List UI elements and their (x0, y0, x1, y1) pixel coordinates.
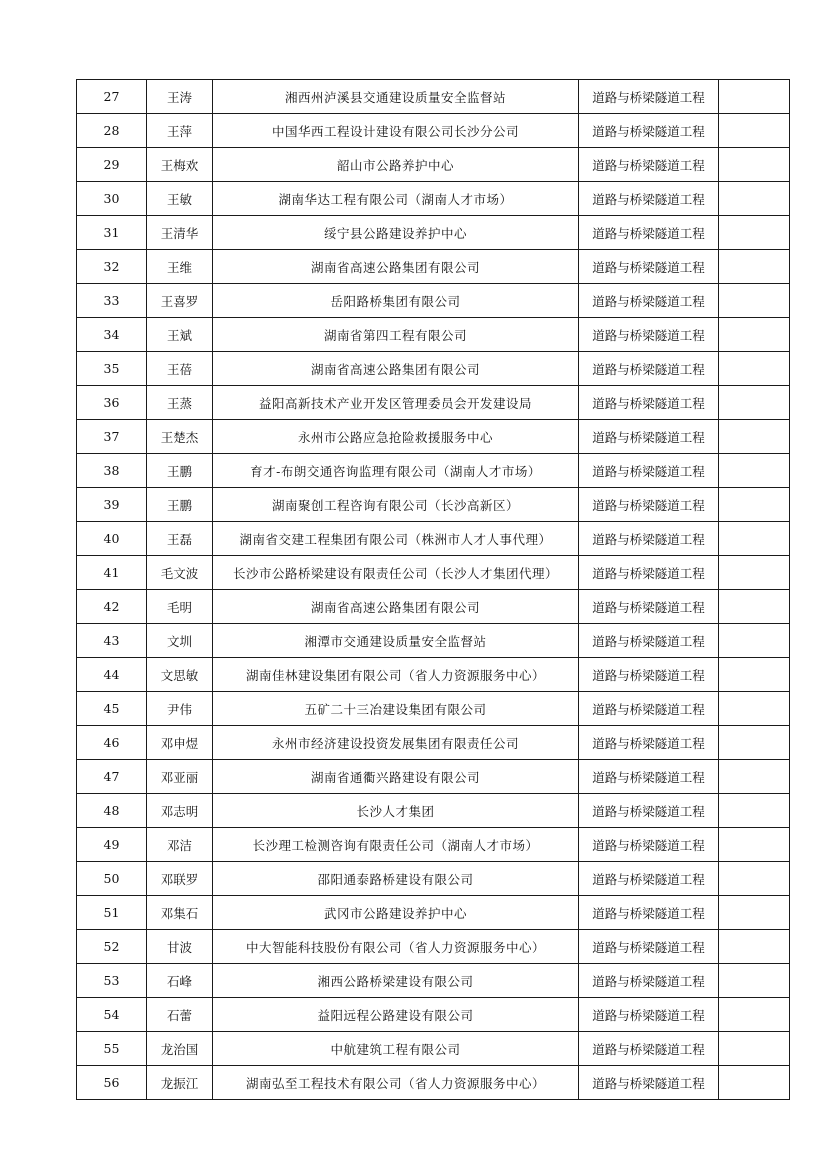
person-name: 邓亚丽 (147, 760, 213, 794)
specialty: 道路与桥梁隧道工程 (579, 284, 719, 318)
specialty: 道路与桥梁隧道工程 (579, 148, 719, 182)
remark-cell (719, 726, 790, 760)
row-number: 28 (77, 114, 147, 148)
row-number: 38 (77, 454, 147, 488)
person-name: 王楚杰 (147, 420, 213, 454)
specialty: 道路与桥梁隧道工程 (579, 352, 719, 386)
work-unit: 湘西公路桥梁建设有限公司 (213, 964, 579, 998)
specialty: 道路与桥梁隧道工程 (579, 250, 719, 284)
remark-cell (719, 284, 790, 318)
work-unit: 湖南省高速公路集团有限公司 (213, 250, 579, 284)
remark-cell (719, 590, 790, 624)
work-unit: 中航建筑工程有限公司 (213, 1032, 579, 1066)
work-unit: 湖南省第四工程有限公司 (213, 318, 579, 352)
remark-cell (719, 658, 790, 692)
row-number: 39 (77, 488, 147, 522)
specialty: 道路与桥梁隧道工程 (579, 624, 719, 658)
person-name: 邓集石 (147, 896, 213, 930)
row-number: 48 (77, 794, 147, 828)
work-unit: 益阳高新技术产业开发区管理委员会开发建设局 (213, 386, 579, 420)
remark-cell (719, 250, 790, 284)
person-name: 王涛 (147, 80, 213, 114)
table-row (77, 250, 790, 284)
work-unit: 永州市公路应急抢险救援服务中心 (213, 420, 579, 454)
row-number: 31 (77, 216, 147, 250)
specialty: 道路与桥梁隧道工程 (579, 318, 719, 352)
work-unit: 湖南聚创工程咨询有限公司（长沙高新区） (213, 488, 579, 522)
row-number: 37 (77, 420, 147, 454)
person-name: 文圳 (147, 624, 213, 658)
table-row (77, 726, 790, 760)
remark-cell (719, 624, 790, 658)
work-unit: 邵阳通泰路桥建设有限公司 (213, 862, 579, 896)
work-unit: 长沙理工检测咨询有限责任公司（湖南人才市场） (213, 828, 579, 862)
table-row (77, 1032, 790, 1066)
person-name: 王萍 (147, 114, 213, 148)
table-row (77, 148, 790, 182)
remark-cell (719, 862, 790, 896)
row-number: 50 (77, 862, 147, 896)
specialty: 道路与桥梁隧道工程 (579, 692, 719, 726)
specialty: 道路与桥梁隧道工程 (579, 386, 719, 420)
row-number: 53 (77, 964, 147, 998)
specialty: 道路与桥梁隧道工程 (579, 998, 719, 1032)
specialty: 道路与桥梁隧道工程 (579, 930, 719, 964)
table-row (77, 998, 790, 1032)
person-name: 尹伟 (147, 692, 213, 726)
table-row (77, 114, 790, 148)
row-number: 34 (77, 318, 147, 352)
remark-cell (719, 998, 790, 1032)
row-number: 54 (77, 998, 147, 1032)
table-row (77, 182, 790, 216)
work-unit: 岳阳路桥集团有限公司 (213, 284, 579, 318)
specialty: 道路与桥梁隧道工程 (579, 828, 719, 862)
row-number: 35 (77, 352, 147, 386)
person-name: 王梅欢 (147, 148, 213, 182)
specialty: 道路与桥梁隧道工程 (579, 760, 719, 794)
specialty: 道路与桥梁隧道工程 (579, 1066, 719, 1100)
person-name: 王蒸 (147, 386, 213, 420)
person-name: 王蓓 (147, 352, 213, 386)
work-unit: 中国华西工程设计建设有限公司长沙分公司 (213, 114, 579, 148)
specialty: 道路与桥梁隧道工程 (579, 862, 719, 896)
table-row (77, 318, 790, 352)
table-row (77, 352, 790, 386)
work-unit: 湖南佳林建设集团有限公司（省人力资源服务中心） (213, 658, 579, 692)
work-unit: 绥宁县公路建设养护中心 (213, 216, 579, 250)
row-number: 43 (77, 624, 147, 658)
person-name: 毛文波 (147, 556, 213, 590)
table-row (77, 216, 790, 250)
table-row (77, 760, 790, 794)
row-number: 47 (77, 760, 147, 794)
table-row (77, 522, 790, 556)
table-row (77, 80, 790, 114)
row-number: 55 (77, 1032, 147, 1066)
work-unit: 湖南省通衢兴路建设有限公司 (213, 760, 579, 794)
work-unit: 中大智能科技股份有限公司（省人力资源服务中心） (213, 930, 579, 964)
person-name: 王喜罗 (147, 284, 213, 318)
table-row (77, 658, 790, 692)
work-unit: 育才-布朗交通咨询监理有限公司（湖南人才市场） (213, 454, 579, 488)
table-row (77, 624, 790, 658)
person-name: 王磊 (147, 522, 213, 556)
person-name: 石蕾 (147, 998, 213, 1032)
roster-body (77, 80, 790, 1100)
specialty: 道路与桥梁隧道工程 (579, 216, 719, 250)
person-name: 王鹏 (147, 454, 213, 488)
row-number: 30 (77, 182, 147, 216)
work-unit: 湖南省交建工程集团有限公司（株洲市人才人事代理） (213, 522, 579, 556)
person-name: 邓洁 (147, 828, 213, 862)
person-name: 王鹏 (147, 488, 213, 522)
person-name: 甘波 (147, 930, 213, 964)
remark-cell (719, 318, 790, 352)
specialty: 道路与桥梁隧道工程 (579, 1032, 719, 1066)
work-unit: 湖南省高速公路集团有限公司 (213, 590, 579, 624)
remark-cell (719, 488, 790, 522)
table-row (77, 794, 790, 828)
work-unit: 五矿二十三冶建设集团有限公司 (213, 692, 579, 726)
row-number: 56 (77, 1066, 147, 1100)
table-row (77, 896, 790, 930)
row-number: 32 (77, 250, 147, 284)
remark-cell (719, 114, 790, 148)
remark-cell (719, 148, 790, 182)
work-unit: 湖南弘至工程技术有限公司（省人力资源服务中心） (213, 1066, 579, 1100)
specialty: 道路与桥梁隧道工程 (579, 420, 719, 454)
remark-cell (719, 454, 790, 488)
person-name: 文思敏 (147, 658, 213, 692)
remark-cell (719, 760, 790, 794)
remark-cell (719, 556, 790, 590)
specialty: 道路与桥梁隧道工程 (579, 590, 719, 624)
row-number: 42 (77, 590, 147, 624)
person-name: 王敏 (147, 182, 213, 216)
specialty: 道路与桥梁隧道工程 (579, 454, 719, 488)
person-name: 毛明 (147, 590, 213, 624)
table-row (77, 556, 790, 590)
specialty: 道路与桥梁隧道工程 (579, 488, 719, 522)
row-number: 36 (77, 386, 147, 420)
table-row (77, 590, 790, 624)
row-number: 27 (77, 80, 147, 114)
specialty: 道路与桥梁隧道工程 (579, 726, 719, 760)
remark-cell (719, 420, 790, 454)
work-unit: 湘潭市交通建设质量安全监督站 (213, 624, 579, 658)
row-number: 33 (77, 284, 147, 318)
table-row (77, 454, 790, 488)
work-unit: 湖南华达工程有限公司（湖南人才市场） (213, 182, 579, 216)
person-name: 王清华 (147, 216, 213, 250)
person-name: 王维 (147, 250, 213, 284)
specialty: 道路与桥梁隧道工程 (579, 964, 719, 998)
remark-cell (719, 964, 790, 998)
work-unit: 韶山市公路养护中心 (213, 148, 579, 182)
specialty: 道路与桥梁隧道工程 (579, 522, 719, 556)
remark-cell (719, 80, 790, 114)
remark-cell (719, 216, 790, 250)
specialty: 道路与桥梁隧道工程 (579, 80, 719, 114)
remark-cell (719, 930, 790, 964)
work-unit: 长沙市公路桥梁建设有限责任公司（长沙人才集团代理） (213, 556, 579, 590)
remark-cell (719, 1066, 790, 1100)
specialty: 道路与桥梁隧道工程 (579, 182, 719, 216)
row-number: 44 (77, 658, 147, 692)
work-unit: 长沙人才集团 (213, 794, 579, 828)
specialty: 道路与桥梁隧道工程 (579, 896, 719, 930)
work-unit: 湖南省高速公路集团有限公司 (213, 352, 579, 386)
person-name: 王斌 (147, 318, 213, 352)
remark-cell (719, 896, 790, 930)
table-row (77, 420, 790, 454)
table-row (77, 1066, 790, 1100)
table-row (77, 692, 790, 726)
row-number: 41 (77, 556, 147, 590)
remark-cell (719, 522, 790, 556)
person-name: 龙治国 (147, 1032, 213, 1066)
table-row (77, 386, 790, 420)
person-name: 邓申煜 (147, 726, 213, 760)
work-unit: 武冈市公路建设养护中心 (213, 896, 579, 930)
work-unit: 湘西州泸溪县交通建设质量安全监督站 (213, 80, 579, 114)
row-number: 51 (77, 896, 147, 930)
remark-cell (719, 1032, 790, 1066)
remark-cell (719, 828, 790, 862)
person-name: 石峰 (147, 964, 213, 998)
table-row (77, 284, 790, 318)
remark-cell (719, 182, 790, 216)
table-row (77, 964, 790, 998)
row-number: 46 (77, 726, 147, 760)
table-row (77, 862, 790, 896)
remark-cell (719, 386, 790, 420)
row-number: 49 (77, 828, 147, 862)
specialty: 道路与桥梁隧道工程 (579, 114, 719, 148)
person-name: 龙振江 (147, 1066, 213, 1100)
row-number: 40 (77, 522, 147, 556)
table-row (77, 828, 790, 862)
work-unit: 益阳远程公路建设有限公司 (213, 998, 579, 1032)
specialty: 道路与桥梁隧道工程 (579, 658, 719, 692)
row-number: 52 (77, 930, 147, 964)
specialty: 道路与桥梁隧道工程 (579, 794, 719, 828)
person-name: 邓联罗 (147, 862, 213, 896)
roster-table (76, 79, 790, 1100)
specialty: 道路与桥梁隧道工程 (579, 556, 719, 590)
remark-cell (719, 794, 790, 828)
remark-cell (719, 692, 790, 726)
row-number: 45 (77, 692, 147, 726)
table-row (77, 488, 790, 522)
row-number: 29 (77, 148, 147, 182)
person-name: 邓志明 (147, 794, 213, 828)
work-unit: 永州市经济建设投资发展集团有限责任公司 (213, 726, 579, 760)
table-row (77, 930, 790, 964)
remark-cell (719, 352, 790, 386)
